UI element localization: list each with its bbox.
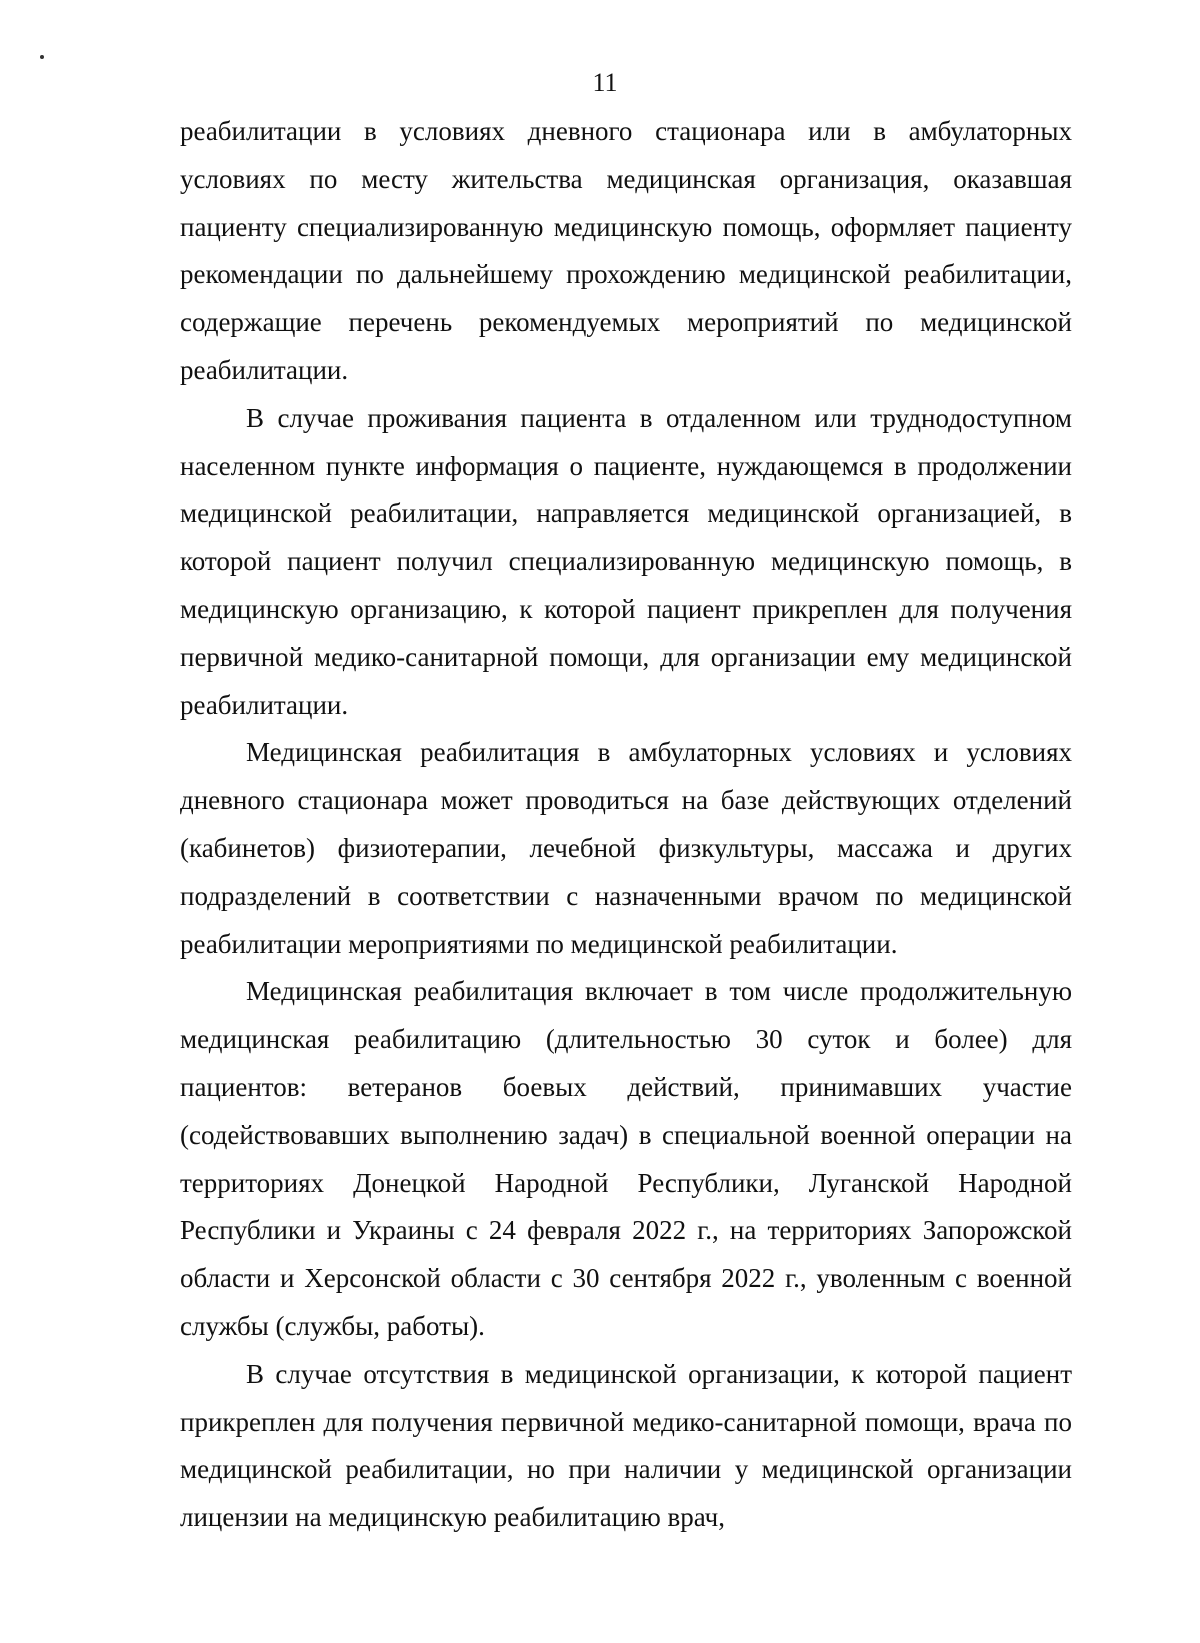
paragraph-no-rehab-doctor: В случае отсутствия в медицинской организации, к которой пациент прикреплен для получения первичной медико-санитарной помощи, врача по медицинской реабилитации, но при наличии у медицинской организации лицензии на медицинскую реабилитацию врач, [180, 1358, 1072, 1533]
body-text [180, 108, 1072, 1542]
paragraph-long-term-rehab: Медицинская реабилитация включает в том числе продолжительную медицинская реабилитацию (длительностью 30 суток и более) для пациентов: ветеранов боевых действий, принимавших участие (содействовавших выполнению задач) в специальной военной операции на территориях Донецкой Народной Республики, Луганской Народной Республики и Украины с 24 февраля 2022 г., на территориях Запорожской области и Херсонской области с 30 сентября 2022 г., уволенным с военной службы (службы, работы). [180, 976, 1072, 1341]
paragraph-outpatient-rehab: Медицинская реабилитация в амбулаторных условиях и условиях дневного стационара может проводиться на базе действующих отделений (кабинетов) физиотерапии, лечебной физкультуры, массажа и других подразделений в соответствии с назначенными врачом по медицинской реабилитации мероприятиями по медицинской реабилитации. [180, 737, 1072, 959]
page-number: 11 [592, 68, 618, 97]
paragraph-continuation: реабилитации в условиях дневного стационара или в амбулаторных условиях по месту жительства медицинская организация, оказавшая пациенту специализированную медицинскую помощь, оформляет пациенту рекомендации по дальнейшему прохождению медицинской реабилитации, содержащие перечень рекомендуемых мероприятий по медицинской реабилитации. [180, 116, 1072, 385]
scan-speck [40, 55, 44, 59]
paragraph-remote-residence: В случае проживания пациента в отдаленном или труднодоступном населенном пункте информация о пациенте, нуждающемся в продолжении медицинской реабилитации, направляется медицинской организацией, в которой пациент получил специализированную медицинскую помощь, в медицинскую организацию, к которой пациент прикреплен для получения первичной медико-санитарной помощи, для организации ему медицинской реабилитации. [180, 402, 1072, 720]
